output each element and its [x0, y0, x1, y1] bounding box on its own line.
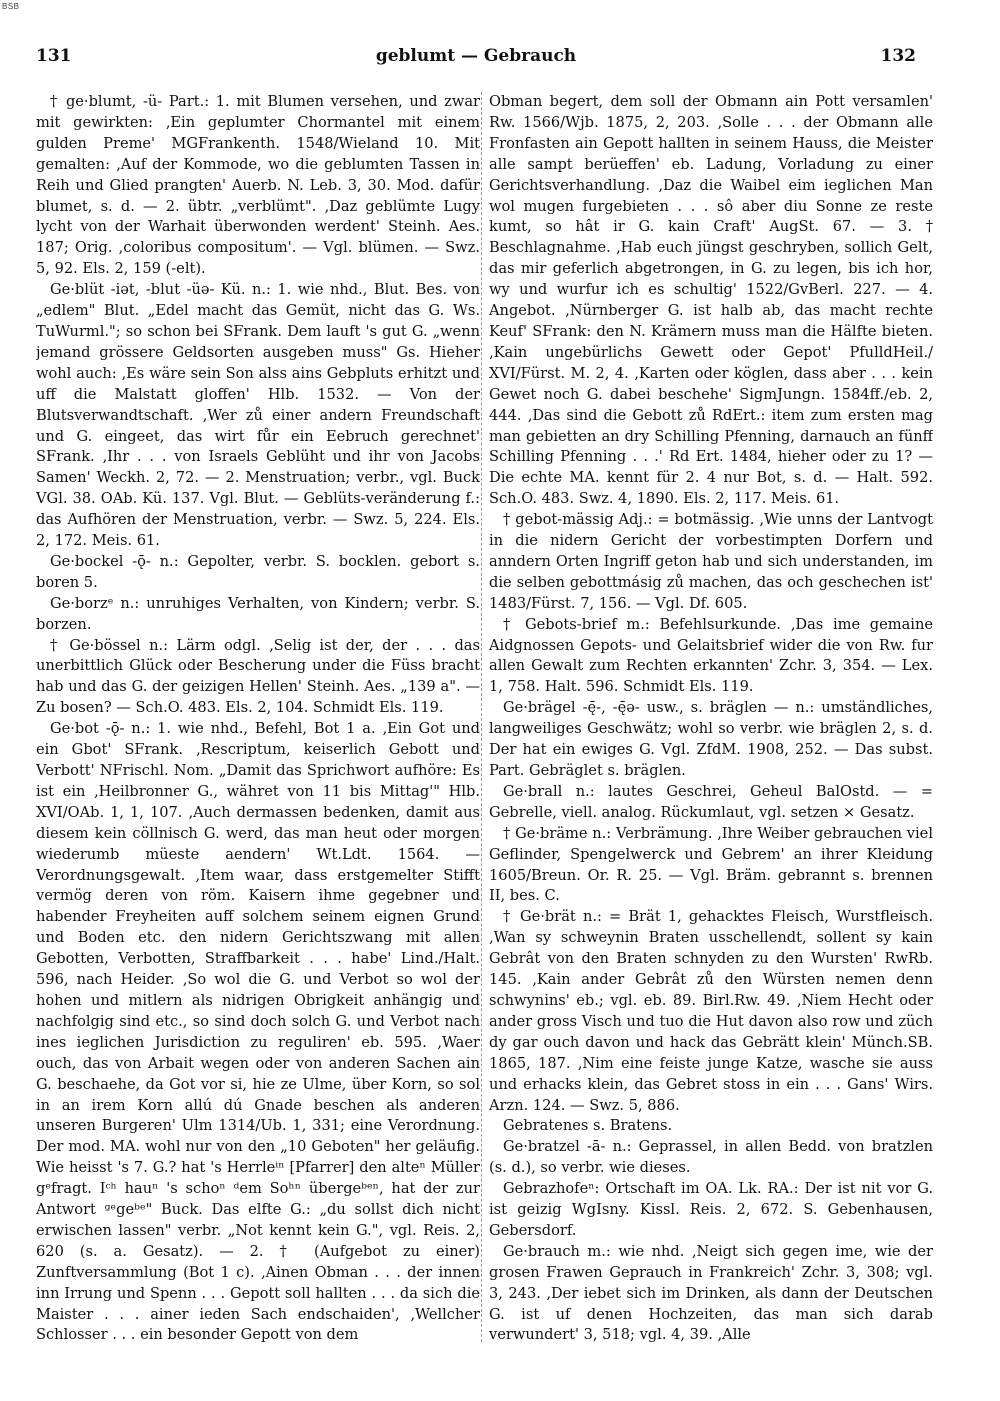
column-divider — [481, 92, 482, 1342]
right-column — [489, 92, 933, 1343]
entry-gebrazhofen: Gebrazhofeⁿ: Ortschaft im OA. Lk. RA.: Der ist nit vor G. ist geizig WgIsny. Kissl. Reis. 2, 672. S. Gebenhausen, Gebersdorf. — [489, 1180, 933, 1239]
entry-geblut: Ge·blüt -iət, -blut -üə- Kü. n.: 1. wie nhd., Blut. Bes. von „edlem" Blut. „Edel macht das Gemüt, nicht das G. Ws. TuWurml."; so schon bei SFrank. Dem lauft 's gut G. „wenn jemand grössere Geldsorten ausgeben muss" Gs. Hieher wohl auch: ‚Es wäre sein Son alss ains Gebpluts erhitzt und uff die Malstatt gloffen' Hlb. 1532. — Von der Blutsverwandtschaft. ‚Wer zů einer andern Freundschaft und G. eingeet, das wirt fůr ein Eebruch gerechnet' SFrank. ‚Ihr . . . von Israels Geblüht und ihr von Jacobs Samen' Weckh. 2, 72. — 2. Menstruation; verbr., vgl. Buck VGl. 38. OAb. Kü. 137. Vgl. Blut. — Geblüts-veränderung f.: das Aufhören der Menstruation, verbr. — Swz. 5, 224. Els. 2, 172. Meis. 61. — [36, 281, 480, 550]
running-title: geblumt — Gebrauch — [375, 46, 577, 66]
entry-gebrame: † Ge·bräme n.: Verbrämung. ‚Ihre Weiber gebrauchen viel Geflinder, Spengelwerck und Gebrem' an ihrer Kleidung 1605/Breun. Or. R. 25. — Vgl. Bräm. gebrannt s. brennen II, bes. C. — [489, 824, 933, 905]
entry-gebockel: Ge·bockel -ǭ- n.: Gepolter, verbr. S. bocklen. gebort s. boren 5. — [36, 552, 480, 591]
entry-gebratenes: Gebratenes s. Bratens. — [503, 1117, 673, 1135]
entry-gebot-continued: Obman begert, dem soll der Obmann ain Pott versamlen' Rw. 1566/Wjb. 1875, 2, 203. ‚Solle . . . der Obmann alle Fronfasten ain Gepott hallten in seinem Hauss, die Meister alle sampt berüeffen' eb. Ladung, Vorladung zu einer Gerichtsverhandlung. ‚Daz die Waibel eim ieglichen Man wol mugen furgebieten . . . sô aber diu Sonne ze reste kumt, so hât ir G. kain Craft' AugSt. 67. — 3. † Beschlagnahme. ‚Hab euch jüngst geschryben, sollich Gelt, das mir geferlich abgetrongen, in G. zu legen, bis ich hor, wy und wurfur ich es schultig' 1522/GvBerl. 227. — 4. Angebot. ‚Nürnberger G. ist halb ab, das macht rechte Keuf' SFrank: den N. Krämern muss man die Hälfte bieten. ‚Kain ungebürlichs Gewett oder Gepot' PfulldHeil./ XVI/Fürst. M. 2, 4. ‚Karten oder köglen, dass aber . . . kein Gewet noch G. dabei beschehe' SigmJungn. 1584ff./eb. 2, 444. ‚Das sind die Gebott zů RdErt.: item zum ersten mag man gebietten an dry Schilling Pfenning, darnauch an fünff Schilling Pfenning . . .' Rd Ert. 1484, hieher oder zu 1? — Die echte MA. kennt für 2. 4 nur Bot, s. d. — Halt. 592. Sch.O. 483. Swz. 4, 1890. Els. 2, 117. Meis. 61. — [489, 93, 933, 508]
entry-gebossel: † Ge·bössel n.: Lärm odgl. ‚Selig ist der, der . . . das unerbittlich Glück oder Bescherung under die Füss bracht hab und das G. der geizigen Hellen' Steinh. Aes. „139 a". — Zu bosen? — Sch.O. 483. Els. 2, 104. Schmidt Els. 119. — [36, 636, 480, 717]
library-stamp: BSB — [2, 2, 20, 11]
entry-gebrall: Ge·brall n.: lautes Geschrei, Geheul BalOstd. — = Gebrelle, viell. analog. Rückumlaut, vgl. setzen × Gesatz. — [489, 782, 933, 821]
entry-gebratzel: Ge·bratzel -ā- n.: Geprassel, in allen Bedd. von bratzlen (s. d.), so verbr. wie dieses. — [489, 1138, 933, 1177]
entry-gebots-brief: † Gebots-brief m.: Befehlsurkunde. ‚Das ime gemaine Aidgnossen Gepots- und Gelaitsbrief wider die von Rw. fur allen Gewalt zum Rechten erkannten' Zchr. 3, 354. — Lex. 1, 758. Halt. 596. Schmidt Els. 119. — [489, 615, 933, 696]
entry-gebot: Ge·bot -ǭ- n.: 1. wie nhd., Befehl, Bot 1 a. ‚Ein Got und ein Gbot' SFrank. ‚Rescriptum, keiserlich Gebott und Verbott' NFrischl. Nom. „Damit das Sprichwort aufhöre: Es ist ein ‚Heilbronner G., währet von 11 bis Mittag'" Hlb. XVI/OAb. 1, 1, 107. ‚Auch dermassen bedenken, damit aus diesem kein cöllnisch G. werd, das man heut oder morgen wiederumb müeste aendern' Wt.Ldt. 1564. — Verordnungsgewalt. ‚Item waar, dass erstgemelter Stifft vermög deren von röm. Kaisern ihme gegebner und habender Freyheiten auff solchem seinem eignen Grund und Boden etc. den nidern Gerichtszwang mit allen Gebotten, Verbotten, Straffbarkeit . . . habe' Lind./Halt. 596, nach Heider. ‚So wol die G. und Verbot so wol der hohen und mitlern als nidrigen Obrigkeit anhängig und nachfolgig sind etc., so sind doch solch G. und Verbot nach ines ieglichen Jurisdiction zu reguliren' eb. 595. ‚Waer ouch, das von Arbait wegen oder von anderen Sachen ain G. beschaehe, da Got vor si, hie ze Ulme, über Korn, so sol in an irem Korn allú dú Gnade beschen als anderen unseren Burgeren' Ulm 1314/Ub. 1, 331; eine Verordnung. Der mod. MA. wohl nur von den „10 Geboten" her geläufig. Wie heisst 's 7. G.? hat 's Herrleⁱⁿ [Pfarrer] den alteⁿ Müller gᵉfragt. Iᶜʰ hauⁿ 's schoⁿ ᵈem Soʰⁿ übergeᵇᵉⁿ, hat der zur Antwort ᵍᵉgeᵇᵉ" Buck. Das elfte G.: „du sollst dich nicht erwischen lassen" verbr. „Not kennt kein G.", vgl. Reis. 2, 620 (s. a. Gesatz). — 2. † (Aufgebot zu einer) Zunftversammlung (Bot 1 c). ‚Ainen Obman . . . der innen inn Irrung und Spenn . . . Gepott soll hallten . . . da sich die Maister . . . ainer ieden Sach endschaiden', ‚Wellcher Schlosser . . . ein besonder Gepott von dem — [36, 720, 480, 1343]
page-number-left: 131 — [36, 46, 72, 66]
entry-gebragel: Ge·brägel -ę̄-, -ę̄ə- usw., s. bräglen — n.: umständliches, langweiliges Geschwätz; wohl so verbr. wie bräglen 2, s. d. Der hat ein ewiges G. Vgl. ZfdM. 1908, 252. — Das subst. Part. Gebräglet s. bräglen. — [489, 699, 933, 779]
entry-geblumt: † ge·blumt, -ü- Part.: 1. mit Blumen versehen, und zwar mit gewirkten: ‚Ein geplumter Chormantel mit einem gulden Preme' MGFrankenth. 1548/Wieland 10. Mit gemalten: ‚Auf der Kommode, wo die geblumten Tassen in Reih und Glied prangten' Auerb. N. Leb. 3, 30. Mod. dafür blumet, s. d. — 2. übtr. „verblümt". ‚Daz geblümte Lugy lycht von der Warhait überwonden werdent' Steinh. Aes. 187; Orig. ‚coloribus compositum'. — Vgl. blümen. — Swz. 5, 92. Els. 2, 159 (-elt). — [36, 93, 480, 278]
entry-gebot-massig: † gebot-mässig Adj.: = botmässig. ‚Wie unns der Lantvogt in die nidern Gericht der vorbestimpten Dorfern und anndern Orten Ingriff geton hab und sich understanden, im die selben gebottmásig zů machen, das och geschechen ist' 1483/Fürst. 7, 156. — Vgl. Df. 605. — [489, 511, 933, 612]
entry-gebrauch: Ge·brauch m.: wie nhd. ‚Neigt sich gegen ime, wie der grosen Frawen Geprauch in Frankreich' Zchr. 3, 308; vgl. 3, 243. ‚Der iebet sich im Drinken, als dann der Deutschen G. ist uf denen Hochzeiten, das man sich darab verwundert' 3, 518; vgl. 4, 39. ‚Alle — [489, 1242, 933, 1343]
page-header — [36, 46, 916, 70]
page-number-right: 132 — [880, 46, 916, 66]
entry-gebrat: † Ge·brät n.: = Brät 1, gehacktes Fleisch, Wurstfleisch. ‚Wan sy schweynin Braten usschellendt, sollent sy kain Gebrât von den Braten schnyden zu den Wursten' RwRb. 145. ‚Kain ander Gebrât zů den Würsten nemen denn schwynins' eb.; vgl. eb. 89. Birl.Rw. 49. ‚Niem Hecht oder ander gross Visch und tuo die Hut davon also row und züch dy gar ouch davon und hack das Gebrätt klein' Münch.SB. 1865, 187. ‚Nim eine feiste junge Katze, wasche sie auss und erhacks klein, das Gebret stoss in ein . . . Gans' Wirs. Arzn. 124. — Swz. 5, 886. — [489, 908, 933, 1114]
entry-geborze: Ge·borzᵉ n.: unruhiges Verhalten, von Kindern; verbr. S. borzen. — [36, 594, 480, 633]
left-column — [36, 92, 480, 1343]
